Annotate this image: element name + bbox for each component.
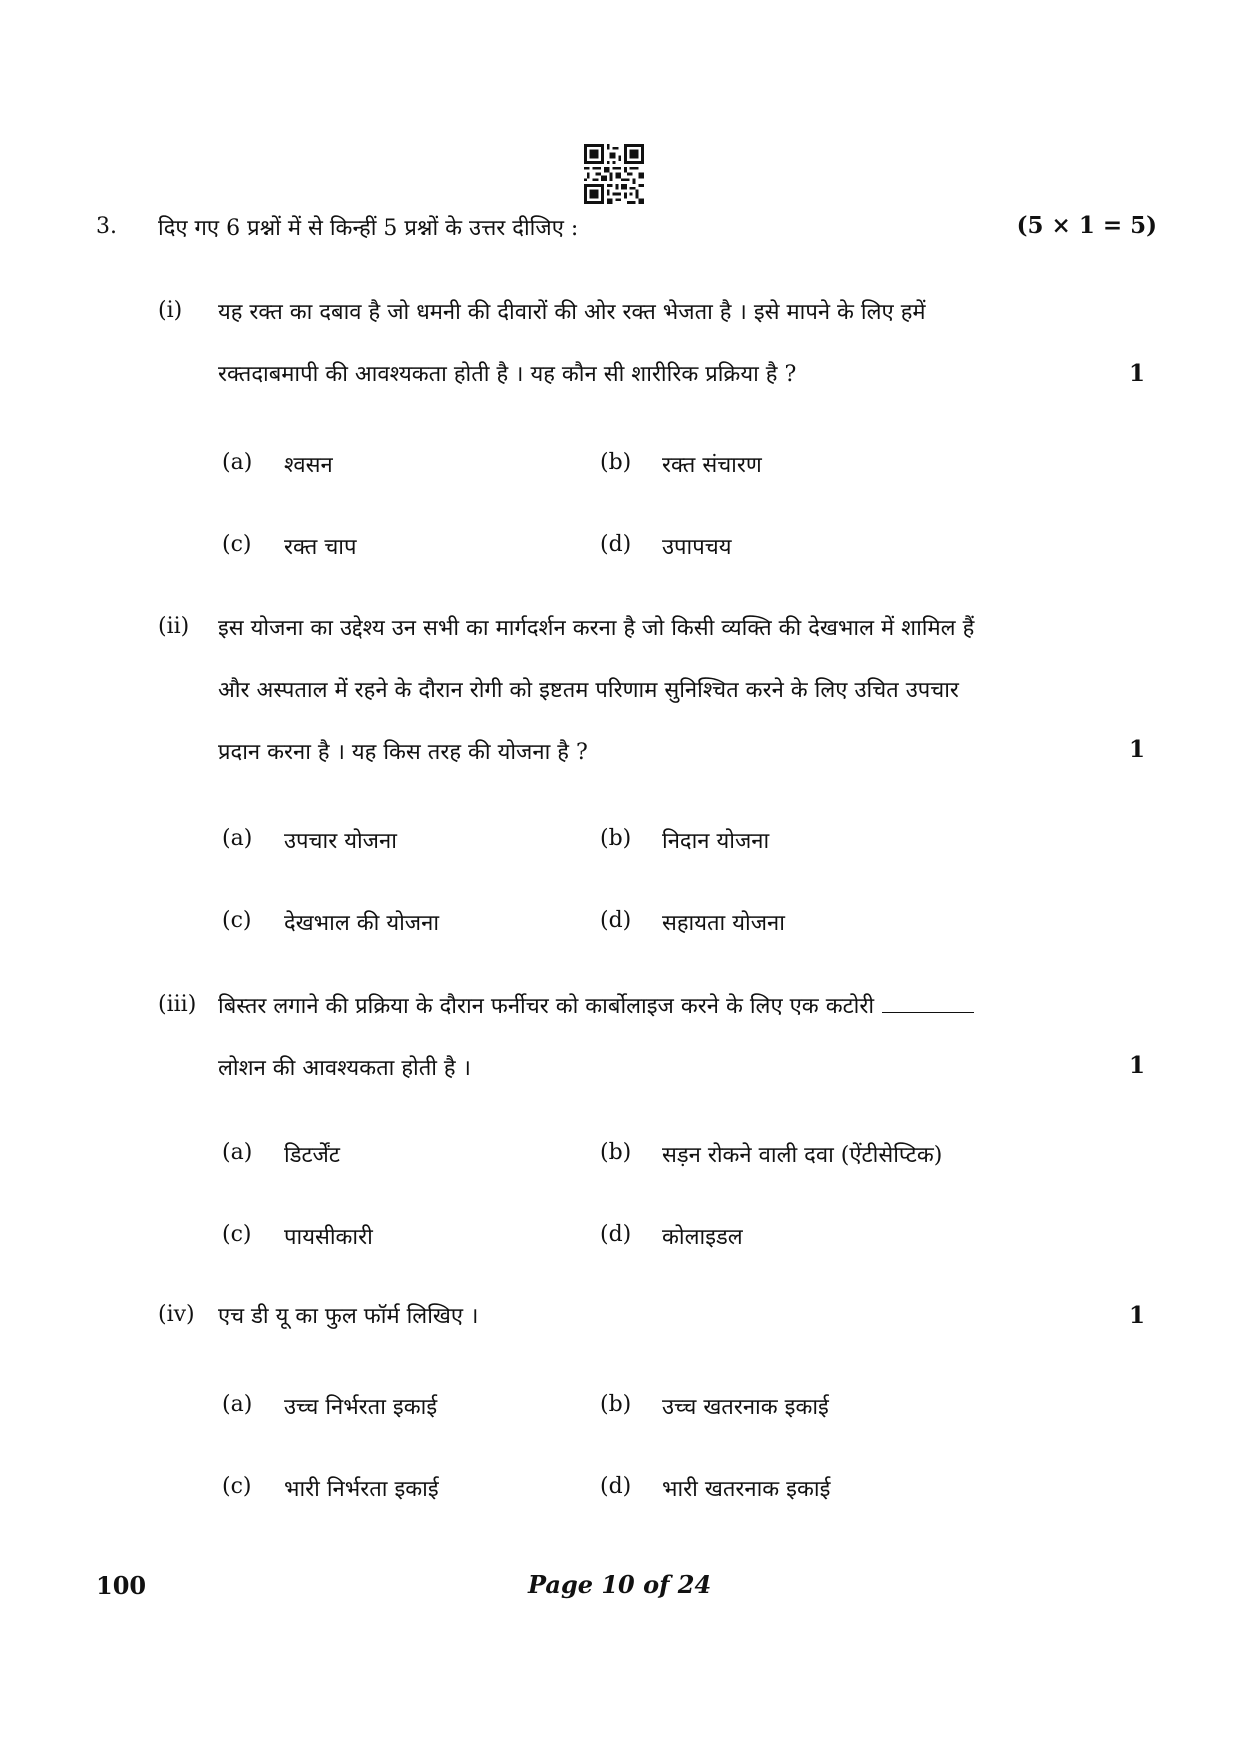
question-number: 3. [96,214,117,239]
option-letter: (b) [600,826,632,851]
option-letter: (b) [600,1140,632,1165]
option-letter: (a) [222,1140,253,1165]
option-letter: (c) [222,1222,252,1247]
subquestion-stem [218,1286,1086,1348]
option-letter: (b) [600,1392,632,1417]
subquestion-stem [218,976,1086,1100]
option-text: देखभाल की योजना [284,911,440,936]
option-letter: (b) [600,450,632,475]
stem-line: और अस्पताल में रहने के दौरान रोगी को इष्टतम परिणाम सुनिश्चित करने के लिए उचित उपचार [218,678,959,703]
option-letter: (c) [222,908,252,933]
option-text: सहायता योजना [662,911,785,936]
option-text: उपचार योजना [284,829,397,854]
qr-code-icon [584,144,644,204]
fill-in-blank [882,1011,974,1013]
stem-line: लोशन की आवश्यकता होती है । [218,1056,471,1081]
subquestion-number: (iv) [158,1302,195,1327]
option-letter: (a) [222,450,253,475]
option-letter: (d) [600,908,632,933]
stem-line: यह रक्त का दबाव है जो धमनी की दीवारों की ओर रक्त भेजता है । इसे मापने के लिए हमें [218,300,926,325]
option-letter: (c) [222,532,252,557]
option-text: उच्च खतरनाक इकाई [662,1395,829,1420]
subquestion-stem [218,282,1086,406]
option-text: श्वसन [284,453,333,478]
subquestion-mark: 1 [1128,360,1145,387]
subquestion-mark: 1 [1128,1052,1145,1079]
option-letter: (d) [600,1474,632,1499]
option-text: भारी निर्भरता इकाई [284,1477,439,1502]
subquestion-mark: 1 [1128,736,1145,763]
subquestion-stem [218,598,1086,784]
question-instruction: दिए गए 6 प्रश्नों में से किन्हीं 5 प्रश्नों के उत्तर दीजिए : [158,216,579,241]
stem-line: बिस्तर लगाने की प्रक्रिया के दौरान फर्नीचर को कार्बोलाइज करने के लिए एक कटोरी [218,994,875,1019]
option-text: डिटर्जेंट [284,1143,340,1168]
option-letter: (a) [222,826,253,851]
question-marks: (5 × 1 = 5) [1016,212,1157,239]
page-number: Page 10 of 24 [528,1570,712,1599]
option-text: उपापचय [662,535,732,560]
option-letter: (c) [222,1474,252,1499]
subquestion-number: (i) [158,298,183,323]
option-letter: (a) [222,1392,253,1417]
subquestion-mark: 1 [1128,1302,1145,1329]
subquestion-number: (iii) [158,992,197,1017]
option-text: रक्त संचारण [662,453,762,478]
option-letter: (d) [600,1222,632,1247]
option-letter: (d) [600,532,632,557]
option-text: सड़न रोकने वाली दवा (ऐंटीसेप्टिक) [662,1143,943,1168]
option-text: उच्च निर्भरता इकाई [284,1395,438,1420]
stem-line: एच डी यू का फुल फॉर्म लिखिए । [218,1304,479,1329]
option-text: भारी खतरनाक इकाई [662,1477,831,1502]
option-text: पायसीकारी [284,1225,373,1250]
stem-line: प्रदान करना है । यह किस तरह की योजना है ? [218,740,588,765]
stem-line: इस योजना का उद्देश्य उन सभी का मार्गदर्शन करना है जो किसी व्यक्ति की देखभाल में शामिल हैं [218,616,975,641]
subquestion-number: (ii) [158,614,190,639]
option-text: कोलाइडल [662,1225,743,1250]
paper-code: 100 [96,1571,147,1600]
option-text: रक्त चाप [284,535,357,560]
stem-line: रक्तदाबमापी की आवश्यकता होती है । यह कौन सी शारीरिक प्रक्रिया है ? [218,362,797,387]
option-text: निदान योजना [662,829,770,854]
